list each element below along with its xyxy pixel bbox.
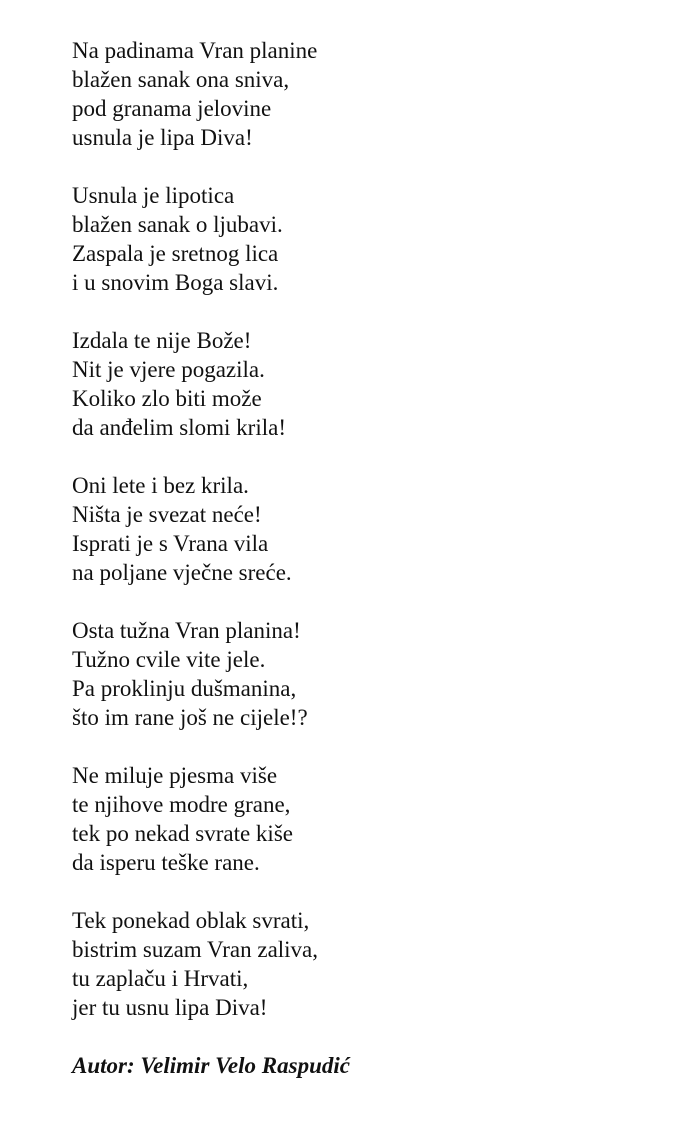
poem-line: blažen sanak ona sniva, bbox=[72, 67, 290, 92]
poem-line: Tužno cvile vite jele. bbox=[72, 647, 266, 672]
stanza bbox=[72, 616, 700, 732]
author-credit: Autor: Velimir Velo Raspudić bbox=[72, 1053, 350, 1078]
poem-line: Tek ponekad oblak svrati, bbox=[72, 908, 310, 933]
poem-line: blažen sanak o ljubavi. bbox=[72, 212, 283, 237]
poem-line: da anđelim slomi krila! bbox=[72, 415, 286, 440]
stanza bbox=[72, 326, 700, 442]
poem-line: Oni lete i bez krila. bbox=[72, 473, 249, 498]
stanza bbox=[72, 181, 700, 297]
poem-line: tek po nekad svrate kiše bbox=[72, 821, 293, 846]
poem-line: Usnula je lipotica bbox=[72, 183, 235, 208]
poem-line: Pa proklinju dušmanina, bbox=[72, 676, 297, 701]
poem-line: Ne miluje pjesma više bbox=[72, 763, 278, 788]
poem-line: jer tu usnu lipa Diva! bbox=[72, 995, 268, 1020]
poem-line: na poljane vječne sreće. bbox=[72, 560, 292, 585]
stanza bbox=[72, 36, 700, 152]
poem-line: i u snovim Boga slavi. bbox=[72, 270, 279, 295]
poem-line: Isprati je s Vrana vila bbox=[72, 531, 269, 556]
poem-line: Osta tužna Vran planina! bbox=[72, 618, 301, 643]
poem-line: usnula je lipa Diva! bbox=[72, 125, 253, 150]
poem-line: pod granama jelovine bbox=[72, 96, 272, 121]
poem-line: Zaspala je sretnog lica bbox=[72, 241, 279, 266]
poem-line: Ništa je svezat neće! bbox=[72, 502, 262, 527]
poem-line: da isperu teške rane. bbox=[72, 850, 260, 875]
poem-line: Izdala te nije Bože! bbox=[72, 328, 252, 353]
poem-line: tu zaplaču i Hrvati, bbox=[72, 966, 249, 991]
stanza bbox=[72, 906, 700, 1022]
poem-line: bistrim suzam Vran zaliva, bbox=[72, 937, 319, 962]
poem-line: Na padinama Vran planine bbox=[72, 38, 318, 63]
poem-line: te njihove modre grane, bbox=[72, 792, 291, 817]
poem-line: Koliko zlo biti može bbox=[72, 386, 262, 411]
poem-line: što im rane još ne cijele!? bbox=[72, 705, 308, 730]
stanza bbox=[72, 761, 700, 877]
poem-line: Nit je vjere pogazila. bbox=[72, 357, 265, 382]
stanza bbox=[72, 471, 700, 587]
